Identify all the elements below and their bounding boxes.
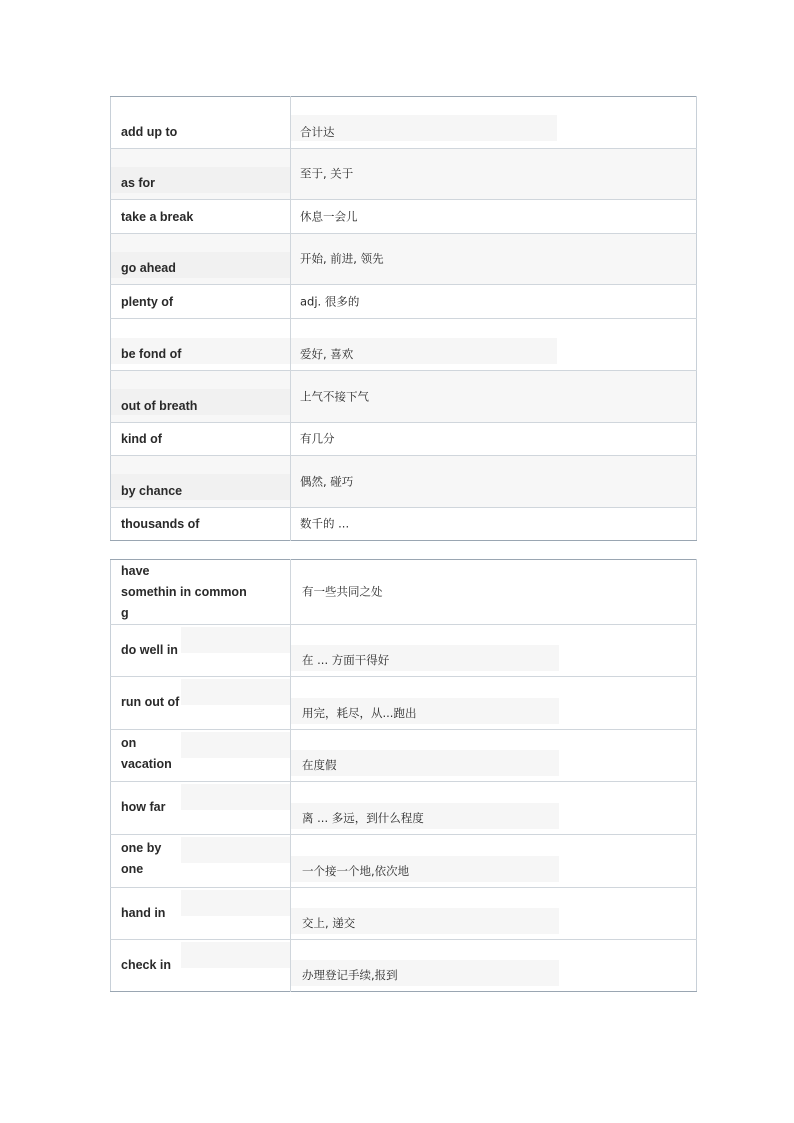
meaning-cell <box>291 888 697 940</box>
table-row <box>111 888 697 940</box>
table-row <box>111 423 697 456</box>
table-row <box>111 940 697 992</box>
table-row <box>111 456 697 508</box>
phrase-text: kind of <box>121 431 162 446</box>
phrase-cell <box>111 888 291 940</box>
phrase-cell <box>111 677 291 730</box>
phrase-cell <box>111 560 291 625</box>
table-row <box>111 730 697 782</box>
phrase-cell <box>111 371 291 423</box>
phrase-cell <box>111 625 291 677</box>
phrase-text-line: somethin in common <box>121 585 247 599</box>
phrase-text-line: one <box>121 862 144 876</box>
phrase-text: add up to <box>121 124 178 139</box>
table-row <box>111 234 697 285</box>
phrase-text: take a break <box>121 209 194 224</box>
meaning-text: 交上, 递交 <box>302 916 356 931</box>
meaning-cell <box>291 456 697 508</box>
phrase-cell <box>111 835 291 888</box>
meaning-cell <box>291 234 697 285</box>
meaning-cell <box>291 97 697 149</box>
meaning-text: 用完，耗尽，从...跑出 <box>302 706 417 721</box>
meaning-text: 开始, 前进, 领先 <box>300 251 384 266</box>
meaning-cell <box>291 730 697 782</box>
phrase-cell <box>111 423 291 456</box>
table-row <box>111 677 697 730</box>
phrase-text-line: on <box>121 736 137 750</box>
phrase-cell <box>111 508 291 541</box>
row-shading <box>181 627 290 653</box>
meaning-text: adj. 很多的 <box>300 294 360 309</box>
phrase-cell <box>111 782 291 835</box>
phrase-text-line: one by <box>121 841 162 855</box>
row-shading <box>181 732 290 758</box>
phrase-text: go ahead <box>121 260 176 275</box>
meaning-cell <box>291 200 697 234</box>
phrase-cell <box>111 97 291 149</box>
meaning-cell <box>291 560 697 625</box>
meaning-cell <box>291 835 697 888</box>
table-row <box>111 560 697 625</box>
meaning-cell <box>291 423 697 456</box>
meaning-cell <box>291 625 697 677</box>
phrase-cell <box>111 319 291 371</box>
meaning-text: 上气不接下气 <box>300 389 369 404</box>
meaning-text: 离 ... 多远，到什么程度 <box>302 811 424 826</box>
phrase-text: by chance <box>121 483 183 498</box>
table-row <box>111 371 697 423</box>
table-row <box>111 149 697 200</box>
meaning-text: 爱好, 喜欢 <box>300 347 354 362</box>
row-shading <box>181 890 290 916</box>
phrase-text: be fond of <box>121 346 182 361</box>
table-row <box>111 285 697 319</box>
phrase-text: do well in <box>121 643 178 657</box>
meaning-cell <box>291 940 697 992</box>
meaning-text: 在度假 <box>302 758 337 773</box>
phrase-cell <box>111 285 291 319</box>
phrase-text: how far <box>121 800 166 814</box>
meaning-text: 有几分 <box>300 431 335 446</box>
meaning-text: 有一些共同之处 <box>302 584 383 599</box>
table-row <box>111 835 697 888</box>
phrase-cell <box>111 940 291 992</box>
meaning-text: 一个接一个地,依次地 <box>302 864 410 879</box>
meaning-cell <box>291 782 697 835</box>
phrase-text: plenty of <box>121 294 174 309</box>
phrase-text: hand in <box>121 906 166 920</box>
vocabulary-table-2 <box>110 559 697 992</box>
row-shading <box>181 837 290 863</box>
phrase-text: thousands of <box>121 516 200 531</box>
meaning-text: 数千的 ... <box>300 516 350 531</box>
meaning-text: 休息一会儿 <box>300 209 358 224</box>
phrase-text: out of breath <box>121 398 198 413</box>
phrase-cell <box>111 149 291 200</box>
meaning-text: 在 ... 方面干得好 <box>302 653 390 668</box>
vocabulary-table-1 <box>110 96 697 541</box>
table-row <box>111 782 697 835</box>
table-row <box>111 625 697 677</box>
meaning-text: 偶然, 碰巧 <box>300 474 354 489</box>
meaning-text: 合计达 <box>300 125 335 140</box>
phrase-cell <box>111 456 291 508</box>
phrase-cell <box>111 234 291 285</box>
meaning-cell <box>291 677 697 730</box>
row-shading <box>181 784 290 810</box>
meaning-cell <box>291 285 697 319</box>
row-shading <box>181 942 290 968</box>
phrase-text-line: vacation <box>121 757 172 771</box>
phrase-text: run out of <box>121 695 180 709</box>
phrase-text: check in <box>121 958 172 972</box>
table-row <box>111 508 697 541</box>
meaning-text: 办理登记手续,报到 <box>302 968 398 983</box>
table-row <box>111 97 697 149</box>
meaning-cell <box>291 508 697 541</box>
meaning-cell <box>291 371 697 423</box>
meaning-cell <box>291 149 697 200</box>
phrase-text-line: g <box>121 606 129 620</box>
phrase-text: as for <box>121 175 156 190</box>
table-row <box>111 319 697 371</box>
meaning-cell <box>291 319 697 371</box>
phrase-cell <box>111 730 291 782</box>
phrase-text-line: have <box>121 564 150 578</box>
table-row <box>111 200 697 234</box>
row-shading <box>181 679 290 705</box>
phrase-cell <box>111 200 291 234</box>
meaning-text: 至于, 关于 <box>300 166 354 181</box>
